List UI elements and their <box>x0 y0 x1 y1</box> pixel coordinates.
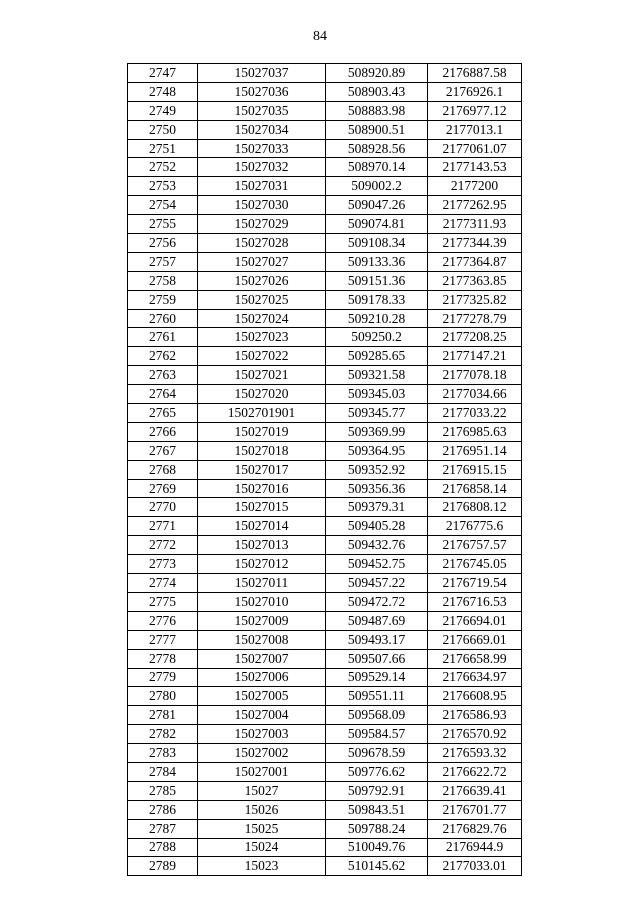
y-coordinate-cell: 2176985.63 <box>428 422 522 441</box>
row-number-cell: 2762 <box>128 347 198 366</box>
point-id-cell: 15027021 <box>198 366 326 385</box>
x-coordinate-cell: 508883.98 <box>326 101 428 120</box>
table-row <box>128 744 522 763</box>
table-row <box>128 328 522 347</box>
y-coordinate-cell: 2176887.58 <box>428 64 522 83</box>
y-coordinate-cell: 2176716.53 <box>428 592 522 611</box>
x-coordinate-cell: 509529.14 <box>326 668 428 687</box>
table-row <box>128 781 522 800</box>
x-coordinate-cell: 509457.22 <box>326 574 428 593</box>
table-row <box>128 649 522 668</box>
row-number-cell: 2787 <box>128 819 198 838</box>
table-row <box>128 215 522 234</box>
x-coordinate-cell: 509452.75 <box>326 555 428 574</box>
y-coordinate-cell: 2176622.72 <box>428 762 522 781</box>
row-number-cell: 2774 <box>128 574 198 593</box>
x-coordinate-cell: 509792.91 <box>326 781 428 800</box>
y-coordinate-cell: 2177200 <box>428 177 522 196</box>
table-row <box>128 819 522 838</box>
row-number-cell: 2754 <box>128 196 198 215</box>
table-row <box>128 404 522 423</box>
y-coordinate-cell: 2177147.21 <box>428 347 522 366</box>
row-number-cell: 2771 <box>128 517 198 536</box>
row-number-cell: 2782 <box>128 725 198 744</box>
y-coordinate-cell: 2176593.32 <box>428 744 522 763</box>
table-row <box>128 668 522 687</box>
x-coordinate-cell: 509210.28 <box>326 309 428 328</box>
point-id-cell: 15027036 <box>198 82 326 101</box>
y-coordinate-cell: 2177013.1 <box>428 120 522 139</box>
point-id-cell: 15027035 <box>198 101 326 120</box>
x-coordinate-cell: 509178.33 <box>326 290 428 309</box>
table-row <box>128 271 522 290</box>
x-coordinate-cell: 508928.56 <box>326 139 428 158</box>
y-coordinate-cell: 2176669.01 <box>428 630 522 649</box>
point-id-cell: 15027024 <box>198 309 326 328</box>
table-row <box>128 441 522 460</box>
point-id-cell: 15026 <box>198 800 326 819</box>
point-id-cell: 15027 <box>198 781 326 800</box>
x-coordinate-cell: 509551.11 <box>326 687 428 706</box>
point-id-cell: 15027022 <box>198 347 326 366</box>
x-coordinate-cell: 509776.62 <box>326 762 428 781</box>
x-coordinate-cell: 509108.34 <box>326 234 428 253</box>
row-number-cell: 2788 <box>128 838 198 857</box>
y-coordinate-cell: 2177278.79 <box>428 309 522 328</box>
row-number-cell: 2748 <box>128 82 198 101</box>
table-row <box>128 592 522 611</box>
row-number-cell: 2765 <box>128 404 198 423</box>
y-coordinate-cell: 2177363.85 <box>428 271 522 290</box>
x-coordinate-cell: 508920.89 <box>326 64 428 83</box>
row-number-cell: 2780 <box>128 687 198 706</box>
table-row <box>128 460 522 479</box>
point-id-cell: 15027027 <box>198 252 326 271</box>
table-row <box>128 82 522 101</box>
y-coordinate-cell: 2177143.53 <box>428 158 522 177</box>
y-coordinate-cell: 2177034.66 <box>428 385 522 404</box>
point-id-cell: 15027013 <box>198 536 326 555</box>
coordinates-table <box>127 63 522 876</box>
y-coordinate-cell: 2176915.15 <box>428 460 522 479</box>
point-id-cell: 15027003 <box>198 725 326 744</box>
table-row <box>128 687 522 706</box>
y-coordinate-cell: 2177325.82 <box>428 290 522 309</box>
point-id-cell: 15027017 <box>198 460 326 479</box>
row-number-cell: 2764 <box>128 385 198 404</box>
table-row <box>128 196 522 215</box>
x-coordinate-cell: 509507.66 <box>326 649 428 668</box>
x-coordinate-cell: 509002.2 <box>326 177 428 196</box>
y-coordinate-cell: 2176586.93 <box>428 706 522 725</box>
y-coordinate-cell: 2176694.01 <box>428 611 522 630</box>
point-id-cell: 15027018 <box>198 441 326 460</box>
point-id-cell: 15027026 <box>198 271 326 290</box>
row-number-cell: 2756 <box>128 234 198 253</box>
x-coordinate-cell: 509379.31 <box>326 498 428 517</box>
table-row <box>128 120 522 139</box>
point-id-cell: 15027012 <box>198 555 326 574</box>
point-id-cell: 15027005 <box>198 687 326 706</box>
y-coordinate-cell: 2177344.39 <box>428 234 522 253</box>
y-coordinate-cell: 2176858.14 <box>428 479 522 498</box>
x-coordinate-cell: 509678.59 <box>326 744 428 763</box>
table-row <box>128 366 522 385</box>
row-number-cell: 2750 <box>128 120 198 139</box>
y-coordinate-cell: 2176608.95 <box>428 687 522 706</box>
x-coordinate-cell: 509074.81 <box>326 215 428 234</box>
table-row <box>128 517 522 536</box>
y-coordinate-cell: 2176658.99 <box>428 649 522 668</box>
x-coordinate-cell: 509250.2 <box>326 328 428 347</box>
y-coordinate-cell: 2176944.9 <box>428 838 522 857</box>
table-row <box>128 536 522 555</box>
point-id-cell: 15027002 <box>198 744 326 763</box>
x-coordinate-cell: 509285.65 <box>326 347 428 366</box>
point-id-cell: 15027008 <box>198 630 326 649</box>
point-id-cell: 15027030 <box>198 196 326 215</box>
table-row <box>128 800 522 819</box>
y-coordinate-cell: 2176757.57 <box>428 536 522 555</box>
point-id-cell: 15027014 <box>198 517 326 536</box>
y-coordinate-cell: 2176951.14 <box>428 441 522 460</box>
row-number-cell: 2752 <box>128 158 198 177</box>
table-row <box>128 422 522 441</box>
point-id-cell: 15027007 <box>198 649 326 668</box>
x-coordinate-cell: 509405.28 <box>326 517 428 536</box>
x-coordinate-cell: 509047.26 <box>326 196 428 215</box>
table-row <box>128 857 522 876</box>
point-id-cell: 15027031 <box>198 177 326 196</box>
point-id-cell: 15027006 <box>198 668 326 687</box>
table-row <box>128 101 522 120</box>
row-number-cell: 2781 <box>128 706 198 725</box>
point-id-cell: 15027033 <box>198 139 326 158</box>
row-number-cell: 2784 <box>128 762 198 781</box>
table-row <box>128 252 522 271</box>
point-id-cell: 15027023 <box>198 328 326 347</box>
point-id-cell: 15027011 <box>198 574 326 593</box>
x-coordinate-cell: 509584.57 <box>326 725 428 744</box>
table-row <box>128 234 522 253</box>
point-id-cell: 15027020 <box>198 385 326 404</box>
row-number-cell: 2767 <box>128 441 198 460</box>
table-row <box>128 479 522 498</box>
table-row <box>128 139 522 158</box>
table-row <box>128 706 522 725</box>
x-coordinate-cell: 509472.72 <box>326 592 428 611</box>
x-coordinate-cell: 509487.69 <box>326 611 428 630</box>
row-number-cell: 2747 <box>128 64 198 83</box>
row-number-cell: 2760 <box>128 309 198 328</box>
table-row <box>128 158 522 177</box>
table-row <box>128 385 522 404</box>
y-coordinate-cell: 2177078.18 <box>428 366 522 385</box>
row-number-cell: 2773 <box>128 555 198 574</box>
y-coordinate-cell: 2176829.76 <box>428 819 522 838</box>
row-number-cell: 2783 <box>128 744 198 763</box>
point-id-cell: 1502701901 <box>198 404 326 423</box>
row-number-cell: 2758 <box>128 271 198 290</box>
table-row <box>128 290 522 309</box>
x-coordinate-cell: 509345.03 <box>326 385 428 404</box>
x-coordinate-cell: 509568.09 <box>326 706 428 725</box>
row-number-cell: 2753 <box>128 177 198 196</box>
point-id-cell: 15023 <box>198 857 326 876</box>
table-row <box>128 347 522 366</box>
row-number-cell: 2776 <box>128 611 198 630</box>
row-number-cell: 2749 <box>128 101 198 120</box>
y-coordinate-cell: 2177311.93 <box>428 215 522 234</box>
point-id-cell: 15027028 <box>198 234 326 253</box>
table-row <box>128 611 522 630</box>
point-id-cell: 15027029 <box>198 215 326 234</box>
row-number-cell: 2751 <box>128 139 198 158</box>
y-coordinate-cell: 2177061.07 <box>428 139 522 158</box>
x-coordinate-cell: 509364.95 <box>326 441 428 460</box>
table-row <box>128 630 522 649</box>
x-coordinate-cell: 509356.36 <box>326 479 428 498</box>
x-coordinate-cell: 508970.14 <box>326 158 428 177</box>
x-coordinate-cell: 509321.58 <box>326 366 428 385</box>
x-coordinate-cell: 509352.92 <box>326 460 428 479</box>
x-coordinate-cell: 508903.43 <box>326 82 428 101</box>
table-row <box>128 309 522 328</box>
table-row <box>128 177 522 196</box>
y-coordinate-cell: 2177262.95 <box>428 196 522 215</box>
x-coordinate-cell: 509345.77 <box>326 404 428 423</box>
row-number-cell: 2766 <box>128 422 198 441</box>
point-id-cell: 15027019 <box>198 422 326 441</box>
point-id-cell: 15027001 <box>198 762 326 781</box>
point-id-cell: 15024 <box>198 838 326 857</box>
row-number-cell: 2769 <box>128 479 198 498</box>
y-coordinate-cell: 2177033.22 <box>428 404 522 423</box>
x-coordinate-cell: 510049.76 <box>326 838 428 857</box>
y-coordinate-cell: 2176570.92 <box>428 725 522 744</box>
y-coordinate-cell: 2176745.05 <box>428 555 522 574</box>
point-id-cell: 15027025 <box>198 290 326 309</box>
x-coordinate-cell: 509788.24 <box>326 819 428 838</box>
row-number-cell: 2761 <box>128 328 198 347</box>
y-coordinate-cell: 2176634.97 <box>428 668 522 687</box>
point-id-cell: 15027016 <box>198 479 326 498</box>
row-number-cell: 2770 <box>128 498 198 517</box>
y-coordinate-cell: 2176719.54 <box>428 574 522 593</box>
x-coordinate-cell: 509369.99 <box>326 422 428 441</box>
y-coordinate-cell: 2176926.1 <box>428 82 522 101</box>
point-id-cell: 15027015 <box>198 498 326 517</box>
x-coordinate-cell: 509432.76 <box>326 536 428 555</box>
y-coordinate-cell: 2176639.41 <box>428 781 522 800</box>
y-coordinate-cell: 2177364.87 <box>428 252 522 271</box>
table-row <box>128 725 522 744</box>
point-id-cell: 15027037 <box>198 64 326 83</box>
point-id-cell: 15025 <box>198 819 326 838</box>
row-number-cell: 2778 <box>128 649 198 668</box>
y-coordinate-cell: 2176775.6 <box>428 517 522 536</box>
row-number-cell: 2768 <box>128 460 198 479</box>
point-id-cell: 15027010 <box>198 592 326 611</box>
table-row <box>128 64 522 83</box>
table-row <box>128 555 522 574</box>
y-coordinate-cell: 2177208.25 <box>428 328 522 347</box>
point-id-cell: 15027032 <box>198 158 326 177</box>
x-coordinate-cell: 509133.36 <box>326 252 428 271</box>
page-number: 84 <box>313 29 327 44</box>
table-row <box>128 838 522 857</box>
row-number-cell: 2772 <box>128 536 198 555</box>
row-number-cell: 2775 <box>128 592 198 611</box>
x-coordinate-cell: 510145.62 <box>326 857 428 876</box>
x-coordinate-cell: 508900.51 <box>326 120 428 139</box>
y-coordinate-cell: 2176977.12 <box>428 101 522 120</box>
x-coordinate-cell: 509843.51 <box>326 800 428 819</box>
point-id-cell: 15027009 <box>198 611 326 630</box>
x-coordinate-cell: 509493.17 <box>326 630 428 649</box>
x-coordinate-cell: 509151.36 <box>326 271 428 290</box>
row-number-cell: 2763 <box>128 366 198 385</box>
row-number-cell: 2786 <box>128 800 198 819</box>
row-number-cell: 2757 <box>128 252 198 271</box>
row-number-cell: 2777 <box>128 630 198 649</box>
y-coordinate-cell: 2176701.77 <box>428 800 522 819</box>
row-number-cell: 2759 <box>128 290 198 309</box>
y-coordinate-cell: 2176808.12 <box>428 498 522 517</box>
table-row <box>128 762 522 781</box>
point-id-cell: 15027004 <box>198 706 326 725</box>
table-row <box>128 574 522 593</box>
row-number-cell: 2789 <box>128 857 198 876</box>
table-row <box>128 498 522 517</box>
row-number-cell: 2779 <box>128 668 198 687</box>
point-id-cell: 15027034 <box>198 120 326 139</box>
y-coordinate-cell: 2177033.01 <box>428 857 522 876</box>
row-number-cell: 2785 <box>128 781 198 800</box>
row-number-cell: 2755 <box>128 215 198 234</box>
coordinates-table-body <box>128 64 522 876</box>
